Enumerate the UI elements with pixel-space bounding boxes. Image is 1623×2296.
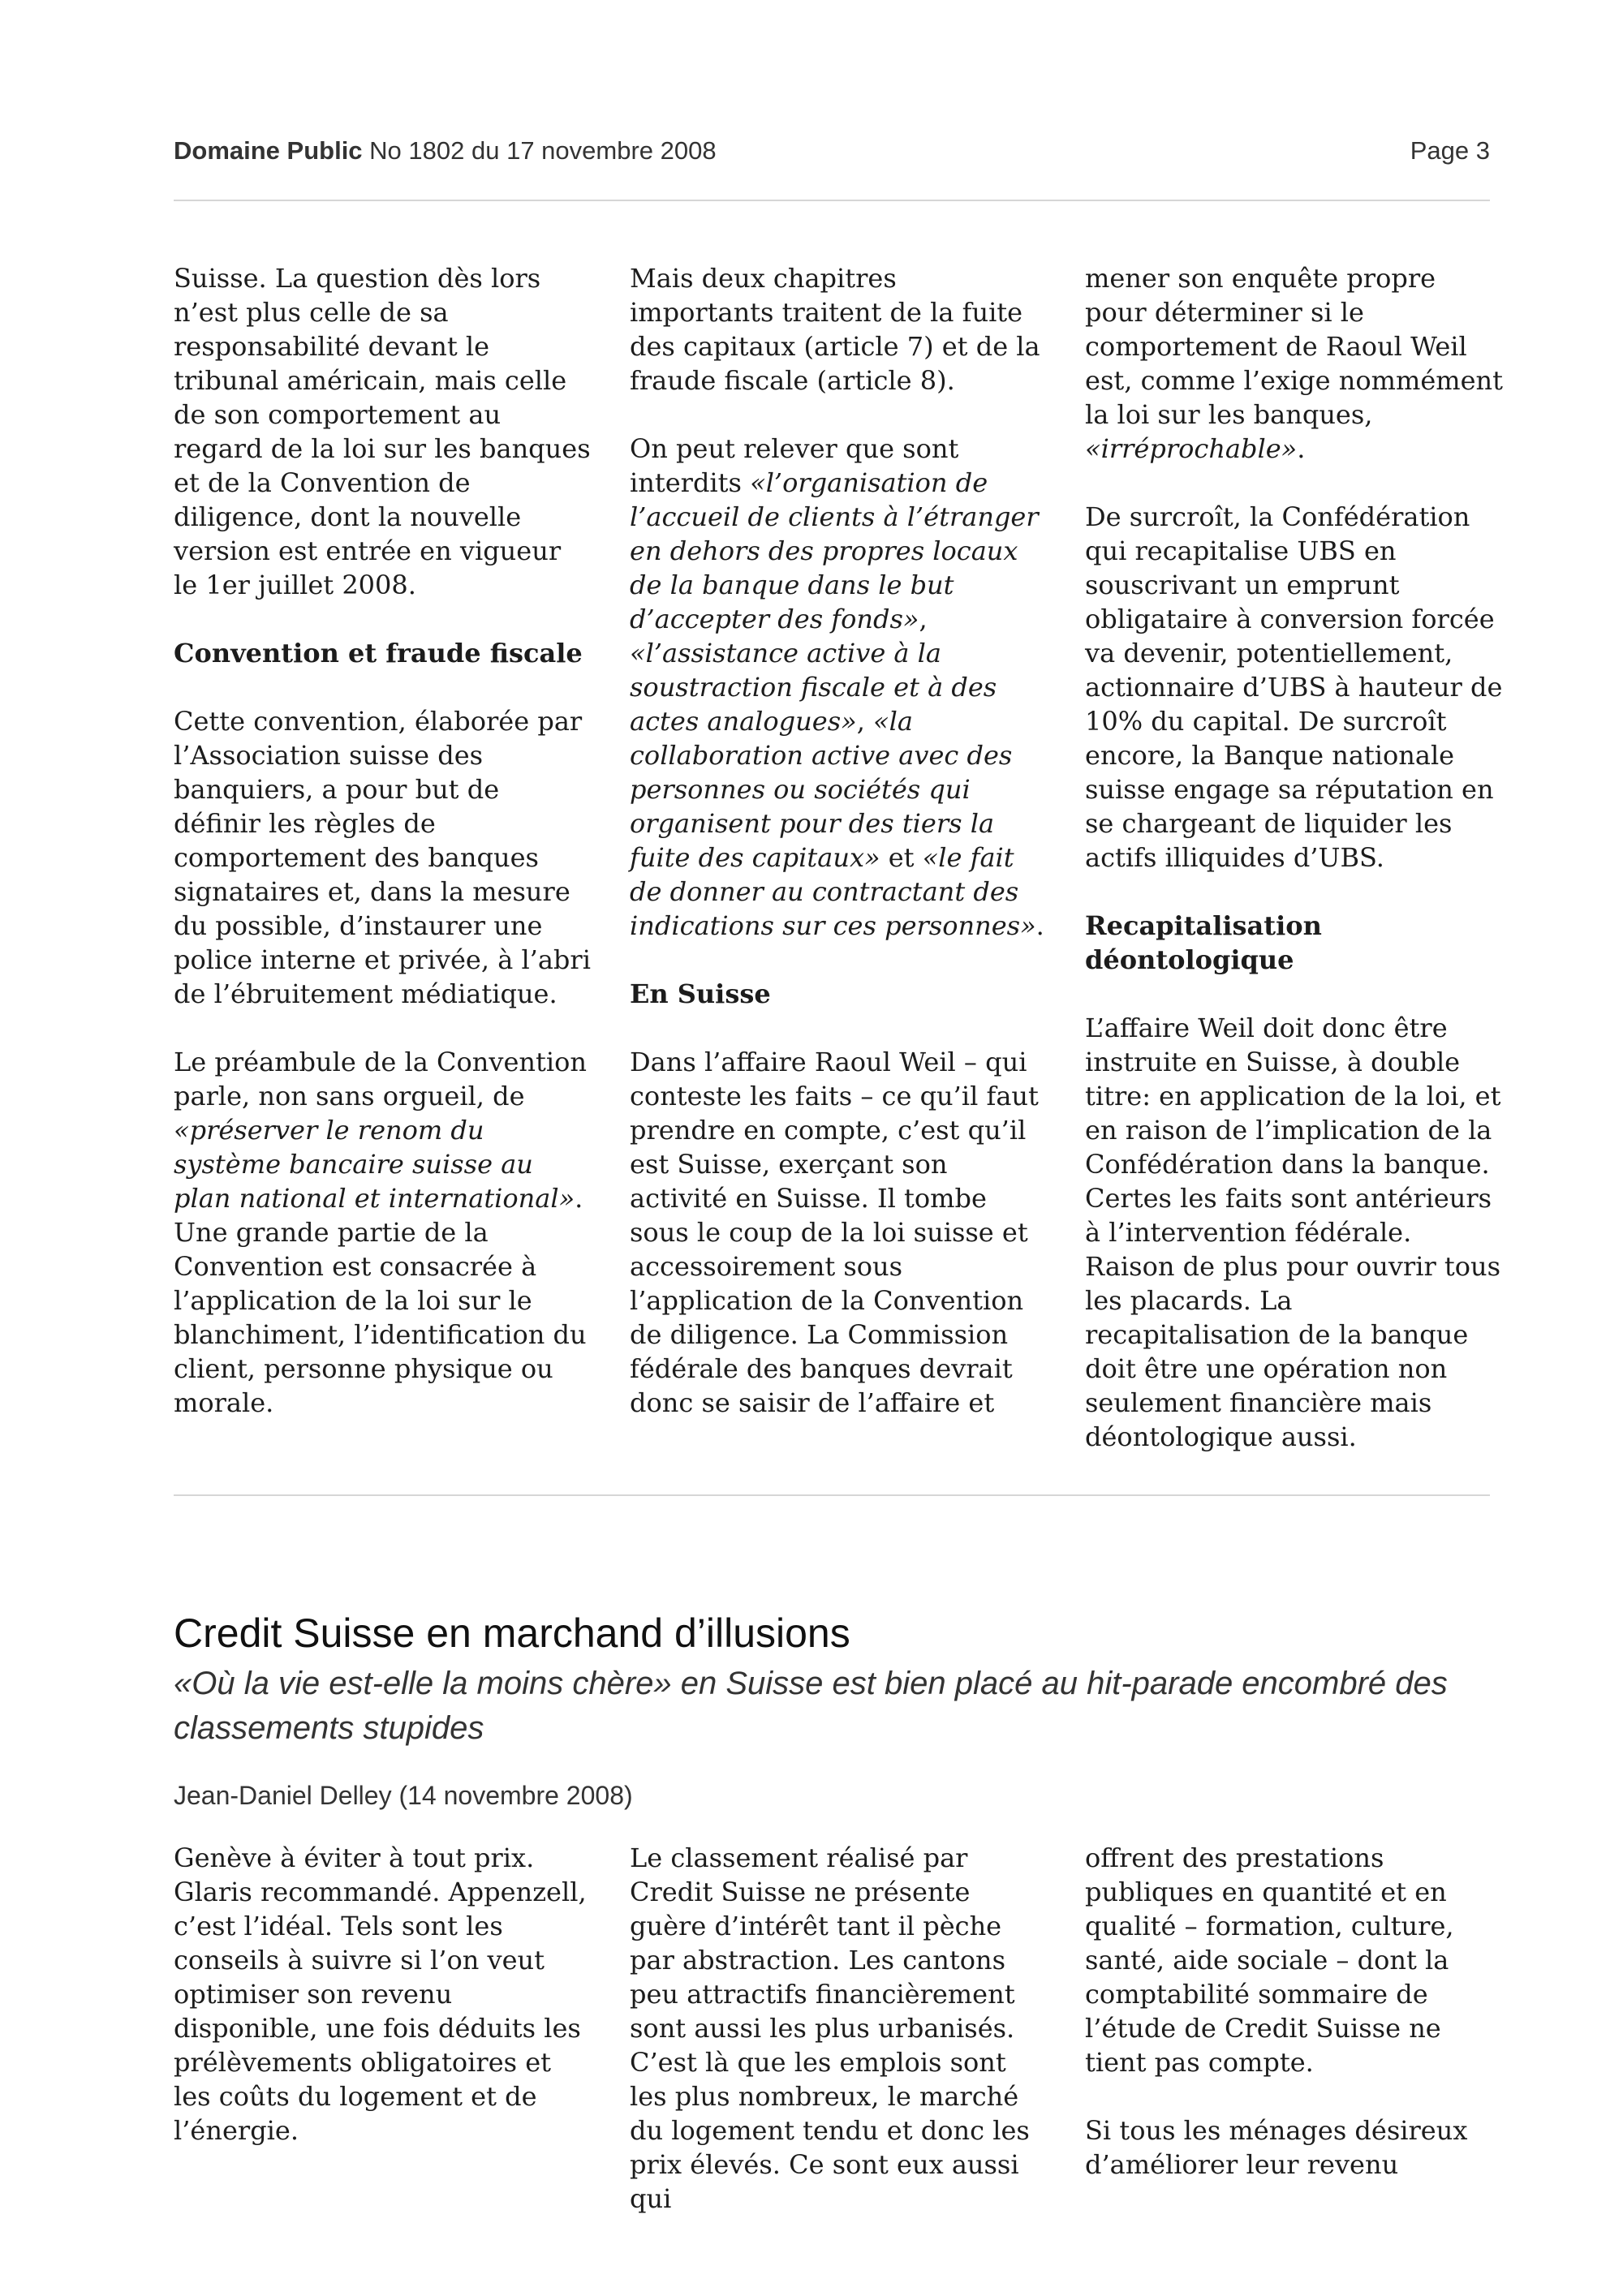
text-run: . bbox=[1297, 433, 1306, 464]
paragraph: De surcroît, la Confédération qui recapitalise UBS en souscrivant un emprunt obligataire à conversion forcée va devenir, potentiellement, actionnaire d’UBS à hauteur de 10% du capital. De surcroît encore, la Banque nationale suisse engage sa réputation en se chargeant de liquider les actifs illiquides d’UBS. bbox=[1085, 501, 1503, 873]
text-run: et bbox=[880, 842, 923, 873]
text-run: , bbox=[856, 706, 874, 737]
paragraph: Mais deux chapitres importants traitent de la fuite des capitaux (article 7) et de la fraude fiscale (article 8). bbox=[630, 263, 1040, 396]
paragraph: Genève à éviter à tout prix. Glaris recommandé. Appenzell, c’est l’idéal. Tels sont les conseils à suivre si l’on veut optimiser son revenu disponible, une fois déduits les prélèvements obligatoires et les coûts du logement et de l’énergie. bbox=[174, 1842, 587, 2146]
paragraph: Le classement réalisé par Credit Suisse ne présente guère d’intérêt tant il pèche par abstraction. Les cantons peu attractifs financièrement sont aussi les plus urbanisés. C’est là que les emplois sont les plus nombreux, le marché du logement tendu et donc les prix élevés. Ce sont eux aussi qui bbox=[630, 1842, 1030, 2214]
quote: «l’assistance active à la soustraction fiscale et à des actes analogues» bbox=[630, 638, 997, 737]
paragraph bbox=[630, 432, 1048, 943]
text-run: On peut relever que sont interdits bbox=[630, 433, 959, 498]
section-heading: En Suisse bbox=[630, 978, 771, 1009]
text-run: , bbox=[919, 604, 928, 634]
article-title: Credit Suisse en marchand d’illusions bbox=[174, 1610, 850, 1656]
section-heading: Recapitalisation déontologique bbox=[1085, 910, 1322, 975]
continued-article-column-3 bbox=[1085, 261, 1503, 1454]
publication-name: Domaine Public bbox=[174, 136, 363, 165]
quote: «l’organisation de l’accueil de clients à l’étranger en dehors des propres locaux de la banque dans le but d’accepter des fonds» bbox=[630, 467, 1039, 634]
article-column-1 bbox=[174, 1841, 592, 2148]
paragraph: Si tous les ménages désireux d’améliorer leur revenu bbox=[1085, 2115, 1468, 2180]
paragraph: offrent des prestations publiques en quantité et en qualité – formation, culture, santé, aide sociale – dont la comptabilité sommaire de l’étude de Credit Suisse ne tient pas compte. bbox=[1085, 1842, 1454, 2078]
paragraph: Suisse. La question dès lors n’est plus celle de sa responsabilité devant le tribunal américain, mais celle de son comportement au regard de la loi sur les banques et de la Convention de diligence, dont la nouvelle version est entrée en vigueur le 1er juillet 2008. bbox=[174, 263, 591, 600]
paragraph bbox=[1085, 261, 1503, 466]
article-divider bbox=[174, 1494, 1490, 1496]
quote: «la collaboration active avec des personnes ou sociétés qui organisent pour des tiers la fuite des capitaux» bbox=[630, 706, 1013, 873]
quote: «irréprochable» bbox=[1085, 433, 1298, 464]
text-run: Le préambule de la Convention parle, non sans orgueil, de bbox=[174, 1047, 587, 1111]
quote: «préserver le renom du système bancaire suisse au plan national et international» bbox=[174, 1115, 575, 1214]
section-heading: Convention et fraude fiscale bbox=[174, 638, 583, 669]
header-divider bbox=[174, 200, 1490, 201]
paragraph: Cette convention, élaborée par l’Association suisse des banquiers, a pour but de définir les règles de comportement des banques signataires et, dans la mesure du possible, d’instaurer une police interne et privée, à l’abri de l’ébruitement médiatique. bbox=[174, 706, 591, 1009]
continued-article-column-1 bbox=[174, 261, 592, 1420]
article-subtitle: «Où la vie est-elle la moins chère» en Suisse est bien placé au hit-parade encombré des classements stupides bbox=[174, 1666, 1448, 1746]
article-column-3 bbox=[1085, 1841, 1503, 2182]
page-number: Page 3 bbox=[1410, 136, 1490, 165]
article-column-2 bbox=[630, 1841, 1048, 2216]
continued-article-column-2 bbox=[630, 261, 1048, 1420]
page-header bbox=[174, 136, 1490, 169]
text-run: mener son enquête propre pour déterminer si le comportement de Raoul Weil est, comme l’exige nommément la loi sur les banques, bbox=[1085, 263, 1504, 430]
article-byline: Jean-Daniel Delley (14 novembre 2008) bbox=[174, 1781, 633, 1810]
text-run: . bbox=[1035, 910, 1044, 941]
paragraph bbox=[174, 1045, 592, 1420]
issue-info: No 1802 du 17 novembre 2008 bbox=[369, 136, 717, 165]
paragraph: L’affaire Weil doit donc être instruite en Suisse, à double titre: en application de la loi, et en raison de l’implication de la Confédération dans la banque. Certes les faits sont antérieurs à l’intervention fédérale. Raison de plus pour ouvrir tous les placards. La recapitalisation de la banque doit être une opération non seulement financière mais déontologique aussi. bbox=[1085, 1013, 1501, 1452]
quote: «le fait de donner au contractant des indications sur ces personnes» bbox=[630, 842, 1036, 941]
text-run: . Une grande partie de la Convention est consacrée à l’application de la loi sur le blanchiment, l’identification du client, personne physique ou morale. bbox=[174, 1183, 587, 1418]
paragraph: Dans l’affaire Raoul Weil – qui conteste les faits – ce qu’il faut prendre en compte, c’est qu’il est Suisse, exerçant son activité en Suisse. Il tombe sous le coup de la loi suisse et accessoirement sous l’application de la Convention de diligence. La Commission fédérale des banques devrait donc se saisir de l’affaire et bbox=[630, 1047, 1039, 1418]
